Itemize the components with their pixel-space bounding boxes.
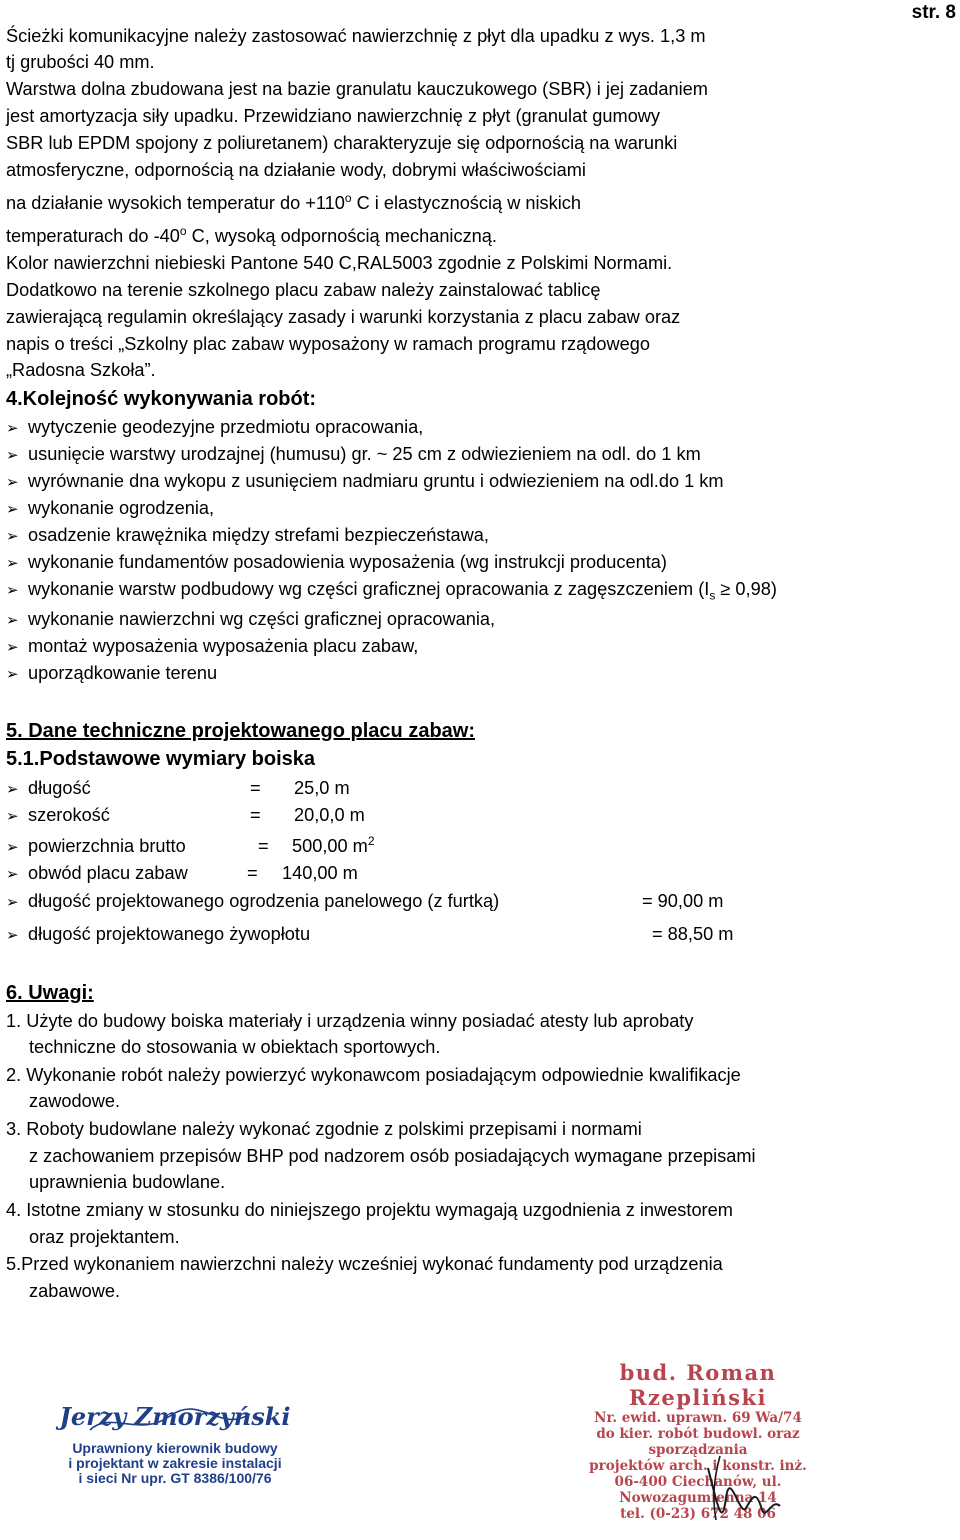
section-5-heading: 5. Dane techniczne projektowanego placu zabaw:	[6, 720, 475, 742]
section-4-heading: 4.Kolejność wykonywania robót:	[6, 388, 317, 410]
stamp-line: Nr. ewid. uprawn. 69 Wa/74	[594, 1410, 802, 1426]
signature-icon	[700, 1448, 790, 1533]
arrow-bullet-icon: ➢	[6, 927, 19, 944]
arrow-bullet-icon: ➢	[6, 582, 19, 599]
arrow-bullet-icon: ➢	[6, 528, 19, 545]
body-line: zawierającą regulamin określający zasady i warunki korzystania z placu zabaw oraz	[6, 307, 681, 327]
body-line: „Radosna Szkoła”.	[6, 360, 156, 380]
dimension-fence: ➢ długość projektowanego ogrodzenia panelowego (z furtką)	[6, 888, 499, 916]
note-line: 3. Roboty budowlane należy wykonać zgodnie z polskimi przepisami i normami	[6, 1119, 642, 1139]
note-line: techniczne do stosowania w obiektach sportowych.	[29, 1037, 441, 1057]
note-line: uprawnienia budowlane.	[29, 1172, 226, 1192]
note-line: 5.Przed wykonaniem nawierzchni należy wcześniej wykonać fundamenty pod urządzenia	[6, 1254, 723, 1274]
dimension-length-value: 25,0 m	[294, 778, 350, 798]
intro-line: SBR lub EPDM spojony z poliuretanem) charakteryzuje się odpornością na warunki	[6, 133, 678, 153]
page-number: str. 8	[911, 2, 956, 23]
note-line: 2. Wykonanie robót należy powierzyć wykonawcom posiadającym odpowiednie kwalifikacje	[6, 1065, 741, 1085]
intro-line: tj grubości 40 mm.	[6, 52, 155, 72]
body-line: Dodatkowo na terenie szkolnego placu zabaw należy zainstalować tablicę	[6, 280, 601, 300]
arrow-bullet-icon: ➢	[6, 839, 19, 856]
arrow-bullet-icon: ➢	[6, 866, 19, 883]
intro-line: atmosferyczne, odpornością na działanie wody, dobrymi właściwościami	[6, 160, 586, 180]
arrow-bullet-icon: ➢	[6, 639, 19, 656]
dimension-perimeter-value: 140,00 m	[282, 863, 358, 883]
intro-line: jest amortyzacja siły upadku. Przewidziano nawierzchnię z płyt (granulat gumowy	[6, 106, 661, 126]
body-line: napis o treści „Szkolny plac zabaw wyposażony w ramach programu rządowego	[6, 334, 650, 354]
stamp-line: projektów arch. i konstr. inż.	[589, 1458, 807, 1474]
dimension-hedge-value: = 88,50 m	[652, 924, 734, 944]
stamp-line: do kier. robót budowl. oraz sporządzania	[596, 1426, 800, 1458]
arrow-bullet-icon: ➢	[6, 447, 19, 464]
work-item: ➢ wykonanie fundamentów posadowienia wyposażenia (wg instrukcji producenta)	[6, 549, 667, 577]
stamp-line: tel. (0-23) 672 48 06	[620, 1506, 776, 1522]
stamp-line: i sieci Nr upr. GT 8386/100/76	[78, 1470, 272, 1486]
note-line: z zachowaniem przepisów BHP pod nadzorem osób posiadających wymagane przepisami	[29, 1146, 756, 1166]
arrow-bullet-icon: ➢	[6, 474, 19, 491]
stamp-name: Jerzy Zmorzyński	[59, 1402, 291, 1431]
work-item-compaction: ➢ wykonanie warstw podbudowy wg części graficznej opracowania z zagęszczeniem $(I_s \ge 0,98)$	[6, 579, 777, 603]
stamp-line: 06-400 Ciechanów, ul. Nowozagumienna 14	[614, 1474, 782, 1506]
arrow-bullet-icon: ➢	[6, 555, 19, 572]
arrow-bullet-icon: ➢	[6, 894, 19, 911]
dimension-perimeter-eq: =	[247, 863, 258, 883]
work-item: ➢ wykonanie nawierzchni wg części graficznej opracowania,	[6, 606, 495, 634]
work-item: ➢ wyrównanie dna wykopu z usunięciem nadmiaru gruntu i odwiezieniem na odl.do 1 km	[6, 468, 724, 496]
signature-icon	[80, 1408, 350, 1438]
note-line: oraz projektantem.	[29, 1227, 180, 1247]
stamp-line: Uprawniony kierownik budowy	[72, 1440, 278, 1456]
note-line: zawodowe.	[29, 1091, 120, 1111]
dimension-length: ➢ długość	[6, 775, 91, 803]
intro-line: Ścieżki komunikacyjne należy zastosować nawierzchnię z płyt dla upadku z wys. 1,3 m	[6, 26, 706, 46]
dimension-width-value: 20,0,0 m	[294, 805, 365, 825]
work-item: ➢ osadzenie krawężnika między strefami bezpieczeństawa,	[6, 522, 489, 550]
arrow-bullet-icon: ➢	[6, 808, 19, 825]
temperature-line-low: temperaturach do -40$^o$ C, wysoką odpornością mechaniczną.	[6, 223, 497, 246]
note-line: 4. Istotne zmiany w stosunku do niniejszego projektu wymagają uzgodnienia z inwestorem	[6, 1200, 733, 1220]
dimension-area: ➢ powierzchnia brutto	[6, 833, 186, 861]
arrow-bullet-icon: ➢	[6, 501, 19, 518]
designer-stamp	[40, 1402, 310, 1486]
temperature-line-high: na działanie wysokich temperatur do $+110^o$ C i elastycznością w niskich	[6, 190, 581, 213]
work-item: ➢ uporządkowanie terenu	[6, 660, 217, 688]
work-item: ➢ wytyczenie geodezyjne przedmiotu opracowania,	[6, 414, 423, 442]
work-item: ➢ montaż wyposażenia wyposażenia placu zabaw,	[6, 633, 418, 661]
dimension-length-eq: =	[250, 778, 261, 798]
dimension-fence-value: = 90,00 m	[642, 891, 724, 911]
dimension-area-value: 500,00 $m^2$	[292, 833, 375, 856]
body-line: Kolor nawierzchni niebieski Pantone 540 C,RAL5003 zgodnie z Polskimi Normami.	[6, 253, 673, 273]
arrow-bullet-icon: ➢	[6, 666, 19, 683]
dimension-width-eq: =	[250, 805, 261, 825]
note-line: zabawowe.	[29, 1281, 120, 1301]
stamp-name: bud. Roman Rzepliński	[619, 1360, 777, 1410]
dimension-hedge: ➢ długość projektowanego żywopłotu	[6, 921, 310, 949]
note-line: 1. Użyte do budowy boiska materiały i urządzenia winny posiadać atesty lub aprobaty	[6, 1011, 694, 1031]
section-6-heading: 6. Uwagi:	[6, 982, 94, 1004]
stamp-line: i projektant w zakresie instalacji	[68, 1455, 282, 1471]
arrow-bullet-icon: ➢	[6, 612, 19, 629]
arrow-bullet-icon: ➢	[6, 781, 19, 798]
engineer-stamp	[548, 1360, 848, 1522]
section-5-1-heading: 5.1.Podstawowe wymiary boiska	[6, 748, 316, 770]
intro-line: Warstwa dolna zbudowana jest na bazie granulatu kauczukowego (SBR) i jej zadaniem	[6, 79, 708, 99]
work-item: ➢ wykonanie ogrodzenia,	[6, 495, 214, 523]
dimension-width: ➢ szerokość	[6, 802, 110, 830]
dimension-perimeter: ➢ obwód placu zabaw	[6, 860, 188, 888]
arrow-bullet-icon: ➢	[6, 420, 19, 437]
dimension-area-eq: =	[258, 836, 269, 856]
work-item: ➢ usunięcie warstwy urodzajnej (humusu) gr. ~ 25 cm z odwiezieniem na odl. do 1 km	[6, 441, 701, 469]
